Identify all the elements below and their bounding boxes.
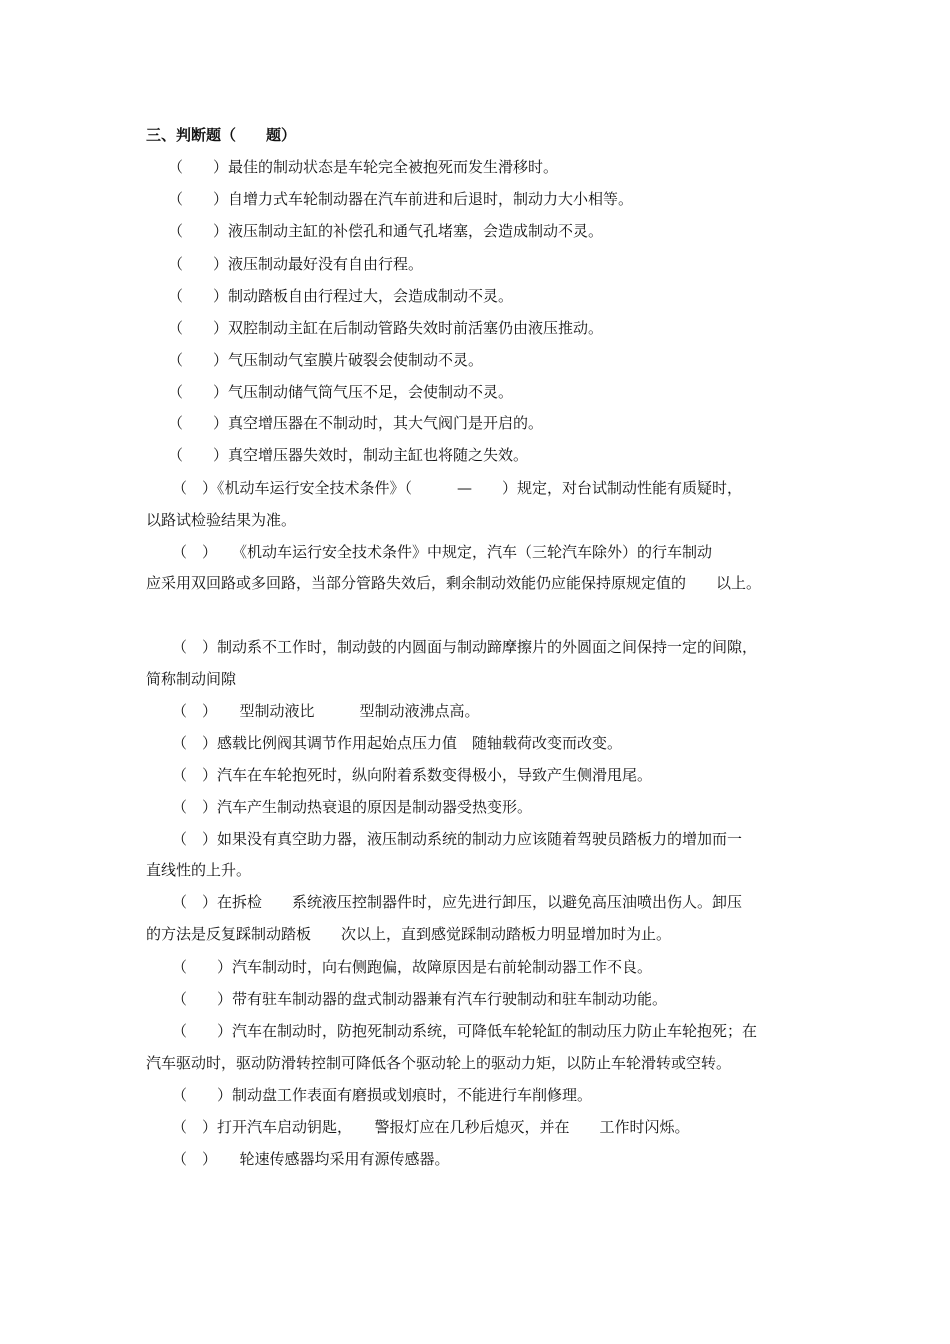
question-line: （ ） 轮速传感器均采用有源传感器。 (172, 1150, 450, 1168)
question-line: （ ）汽车在制动时，防抱死制动系统，可降低车轮轮缸的制动压力防止车轮抱死；在 (172, 1022, 758, 1040)
section-title: 三、判断题（ 题） (146, 126, 297, 144)
question-line: （ ）打开汽车启动钥匙， 警报灯应在几秒后熄灭，并在 工作时闪烁。 (172, 1118, 690, 1136)
question-continuation: 直线性的上升。 (146, 861, 252, 879)
question-line: （ ）在拆检 系统液压控制器件时，应先进行卸压，以避免高压油喷出伤人。卸压 (172, 893, 743, 911)
question-line: （ ）汽车产生制动热衰退的原因是制动器受热变形。 (172, 798, 533, 816)
question-line: （ ）真空增压器在不制动时，其大气阀门是开启的。 (168, 414, 544, 432)
question-line: （ ）自增力式车轮制动器在汽车前进和后退时，制动力大小相等。 (168, 190, 634, 208)
question-continuation: 以路试检验结果为准。 (146, 511, 297, 529)
question-line: （ ）制动踏板自由行程过大，会造成制动不灵。 (168, 287, 514, 305)
question-line: （ ）制动系不工作时，制动鼓的内圆面与制动蹄摩擦片的外圆面之间保持一定的间隙， (172, 638, 758, 656)
question-line: （ ）真空增压器失效时，制动主缸也将随之失效。 (168, 446, 529, 464)
question-line: （ ）液压制动主缸的补偿孔和通气孔堵塞，会造成制动不灵。 (168, 222, 604, 240)
question-line: （ ） 《机动车运行安全技术条件》中规定，汽车（三轮汽车除外）的行车制动 (172, 543, 713, 561)
question-line: （ ）汽车在车轮抱死时，纵向附着系数变得极小，导致产生侧滑甩尾。 (172, 766, 653, 784)
question-continuation: 的方法是反复踩制动踏板 次以上，直到感觉踩制动踏板力明显增加时为止。 (146, 925, 672, 943)
question-line: （ ）如果没有真空助力器，液压制动系统的制动力应该随着驾驶员踏板力的增加而一 (172, 830, 743, 848)
question-line: （ ）双腔制动主缸在后制动管路失效时前活塞仍由液压推动。 (168, 319, 604, 337)
question-line: （ ）汽车制动时，向右侧跑偏，故障原因是右前轮制动器工作不良。 (172, 958, 653, 976)
question-line: （ ）感载比例阀其调节作用起始点压力值 随轴载荷改变而改变。 (172, 734, 623, 752)
question-line: （ ） 型制动液比 型制动液沸点高。 (172, 702, 480, 720)
question-continuation: 简称制动间隙 (146, 670, 237, 688)
question-continuation: 汽车驱动时，驱动防滑转控制可降低各个驱动轮上的驱动力矩，以防止车轮滑转或空转。 (146, 1054, 732, 1072)
question-line: （ ）最佳的制动状态是车轮完全被抱死而发生滑移时。 (168, 158, 559, 176)
question-line: （ ）气压制动气室膜片破裂会使制动不灵。 (168, 351, 484, 369)
question-line: （ ）制动盘工作表面有磨损或划痕时，不能进行车削修理。 (172, 1086, 593, 1104)
question-line: （ ）《机动车运行安全技术条件》（ — ）规定，对台试制动性能有质疑时， (172, 479, 743, 497)
question-line: （ ）带有驻车制动器的盘式制动器兼有汽车行驶制动和驻车制动功能。 (172, 990, 668, 1008)
question-continuation: 应采用双回路或多回路，当部分管路失效后，剩余制动效能仍应能保持原规定值的 以上。 (146, 574, 762, 592)
question-line: （ ）气压制动储气筒气压不足，会使制动不灵。 (168, 383, 514, 401)
question-line: （ ）液压制动最好没有自由行程。 (168, 255, 424, 273)
